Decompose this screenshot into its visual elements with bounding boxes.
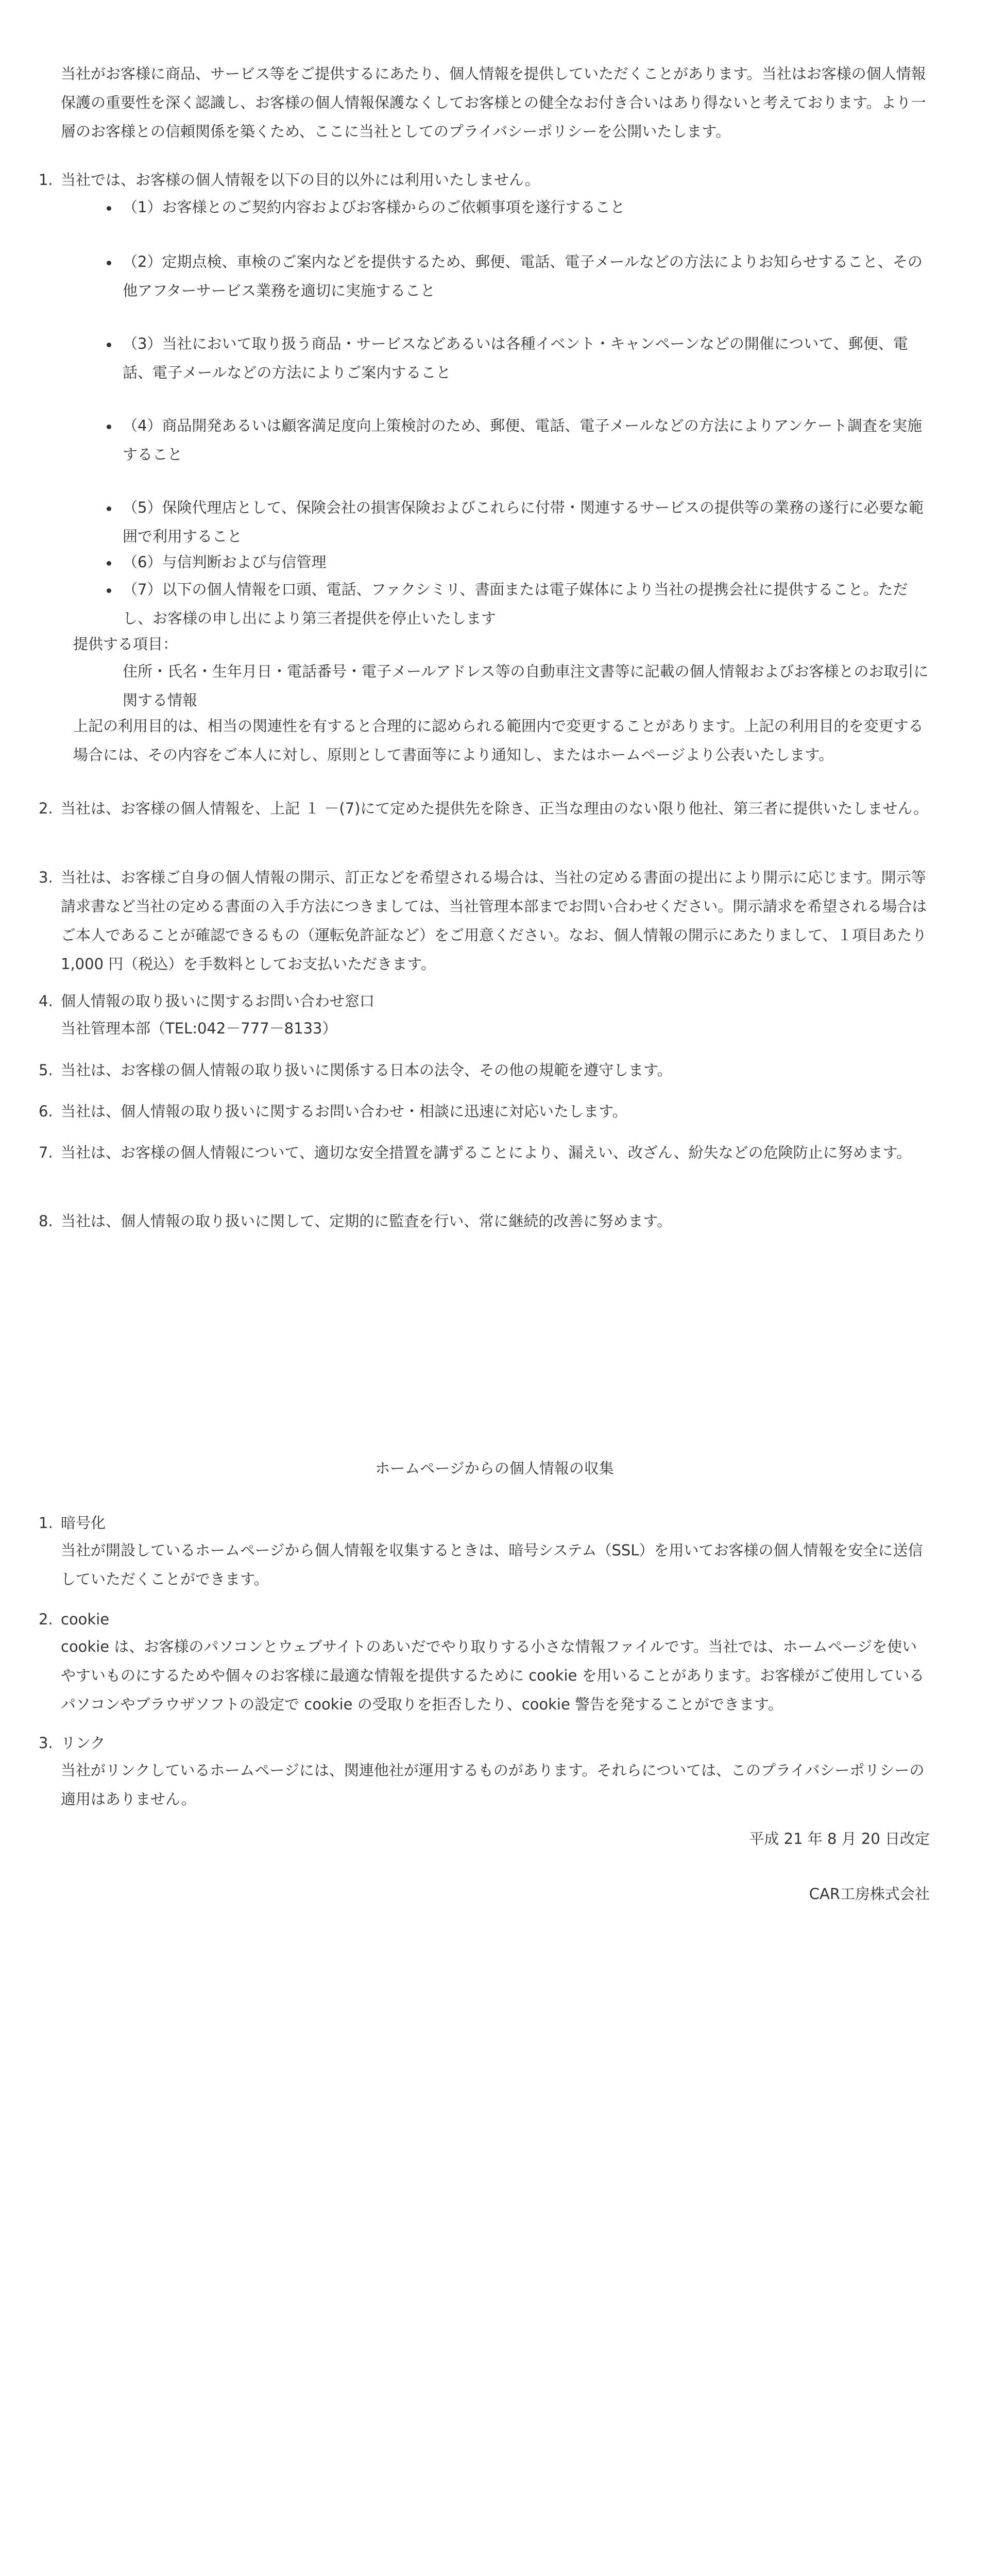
purpose-item-3: （3）当社において取り扱う商品・サービスなどあるいは各種イベント・キャンペーンなどの開催について、郵便、電話、電子メールなどの方法によりご案内すること	[123, 335, 908, 381]
bullet-dot	[107, 588, 111, 593]
item-number: 5.	[39, 1061, 53, 1079]
bullet-dot	[107, 206, 111, 211]
policy-item-2: 当社は、お客様の個人情報を、上記 １ －(7)にて定めた提供先を除き、正当な理由のない限り他社、第三者に提供いたしません。	[61, 800, 929, 817]
item-number: 2.	[39, 1611, 53, 1628]
collection-item-2-title: cookie	[61, 1611, 110, 1628]
collection-item-1-title: 暗号化	[61, 1514, 106, 1532]
item-number: 3.	[39, 1734, 53, 1752]
bullet-dot	[107, 561, 111, 566]
collection-item-3-text: 当社がリンクしているホームページには、関連他社が運用するものがあります。それらについては、このプライバシーポリシーの適用はありません。	[61, 1761, 925, 1808]
intro-paragraph: 当社がお客様に商品、サービス等をご提供するにあたり、個人情報を提供していただくことがあります。当社はお客様の個人情報保護の重要性を深く認識し、お客様の個人情報保護なくしてお客様との健全なお付き合いはあり得ないと考えております。より一層のお客様との信頼関係を築くため、ここに当社としてのプライバシーポリシーを公開いたします。	[61, 65, 926, 140]
collection-item-1-text: 当社が開設しているホームページから個人情報を収集するときは、暗号システム（SSL）を用いてお客様の個人情報を安全に送信していただくことができます。	[61, 1541, 923, 1588]
purpose-item-2: （2）定期点検、車検のご案内などを提供するため、郵便、電話、電子メールなどの方法によりお知らせすること、その他アフターサービス業務を適切に実施すること	[123, 253, 923, 299]
collection-heading: ホームページからの個人情報の収集	[375, 1460, 614, 1477]
policy-item-8: 当社は、個人情報の取り扱いに関して、定期的に監査を行い、常に継続的改善に努めます。	[61, 1212, 672, 1230]
policy-item-4: 個人情報の取り扱いに関するお問い合わせ窓口	[61, 992, 375, 1010]
company-name: CAR工房株式会社	[809, 1885, 930, 1903]
item-number: 4.	[39, 992, 53, 1010]
purpose-item-7: （7）以下の個人情報を口頭、電話、ファクシミリ、書面または電子媒体により当社の提携会社に提供すること。ただし、お客様の申し出により第三者提供を停止いたします	[123, 581, 908, 627]
item-number: 6.	[39, 1103, 53, 1120]
purpose-item-5: （5）保険代理店として、保険会社の損害保険およびこれらに付帯・関連するサービスの提供等の業務の遂行に必要な範囲で利用すること	[123, 499, 924, 545]
policy-item-7: 当社は、お客様の個人情報について、適切な安全措置を講ずることにより、漏えい、改ざん、紛失などの危険防止に努めます。	[61, 1144, 912, 1161]
policy-item-6: 当社は、個人情報の取り扱いに関するお問い合わせ・相談に迅速に対応いたします。	[61, 1103, 627, 1120]
item-number: 1.	[39, 1514, 53, 1532]
collection-item-2-text: cookie は、お客様のパソコンとウェブサイトのあいだでやり取りする小さな情報ファイルです。当社では、ホームページを使いやすいものにするためや個々のお客様に最適な情報を提供するために cookie を用いることがあります。お客様がご使用しているパソコンやブラウザソフトの設定で cookie の受取りを拒否したり、cookie 警告を発することができます。	[61, 1638, 925, 1713]
purpose-change-note: 上記の利用目的は、相当の関連性を有すると合理的に認められる範囲内で変更することがあります。上記の利用目的を変更する場合には、その内容をご本人に対し、原則として書面等により通知し、またはホームページより公表いたします。	[73, 717, 924, 764]
item-number: 7.	[39, 1144, 53, 1161]
item-number: 2.	[39, 800, 53, 817]
policy-item-5: 当社は、お客様の個人情報の取り扱いに関係する日本の法令、その他の規範を遵守します。	[61, 1061, 672, 1079]
provide-items-label: 提供する項目：	[73, 635, 178, 653]
bullet-dot	[107, 343, 111, 347]
bullet-dot	[107, 506, 111, 511]
item-number: 1.	[39, 171, 53, 189]
policy-item-3: 当社は、お客様ご自身の個人情報の開示、訂正などを希望される場合は、当社の定める書面の提出により開示に応じます。開示等請求書など当社の定める書面の入手方法につきましては、当社管理本部までお問い合わせください。開示請求を希望される場合はご本人であることが確認できるもの（運転免許証など）をご用意ください。なお、個人情報の開示にあたりまして、１項目あたり 1,000 円（税込）を手数料としてお支払いただきます。	[61, 869, 927, 973]
item-number: 3.	[39, 869, 53, 886]
purpose-item-6: （6）与信判断および与信管理	[123, 553, 327, 571]
bullet-dot	[107, 425, 111, 429]
bullet-dot	[107, 261, 111, 265]
policy-item-1: 当社では、お客様の個人情報を以下の目的以外には利用いたしません。	[61, 171, 540, 189]
provide-items: 住所・氏名・生年月日・電話番号・電子メールアドレス等の自動車注文書等に記載の個人情報およびお客様とのお取引に関する情報	[123, 663, 929, 709]
collection-item-3-title: リンク	[61, 1734, 106, 1752]
revision-date: 平成 21 年 8 月 20 日改定	[749, 1830, 930, 1848]
contact-info: 当社管理本部（TEL:042－777－8133）	[61, 1020, 337, 1037]
item-number: 8.	[39, 1212, 53, 1230]
purpose-item-1: （1）お客様とのご契約内容およびお客様からのご依頼事項を遂行すること	[123, 198, 625, 216]
purpose-item-4: （4）商品開発あるいは顧客満足度向上策検討のため、郵便、電話、電子メールなどの方法によりアンケート調査を実施すること	[123, 417, 922, 463]
